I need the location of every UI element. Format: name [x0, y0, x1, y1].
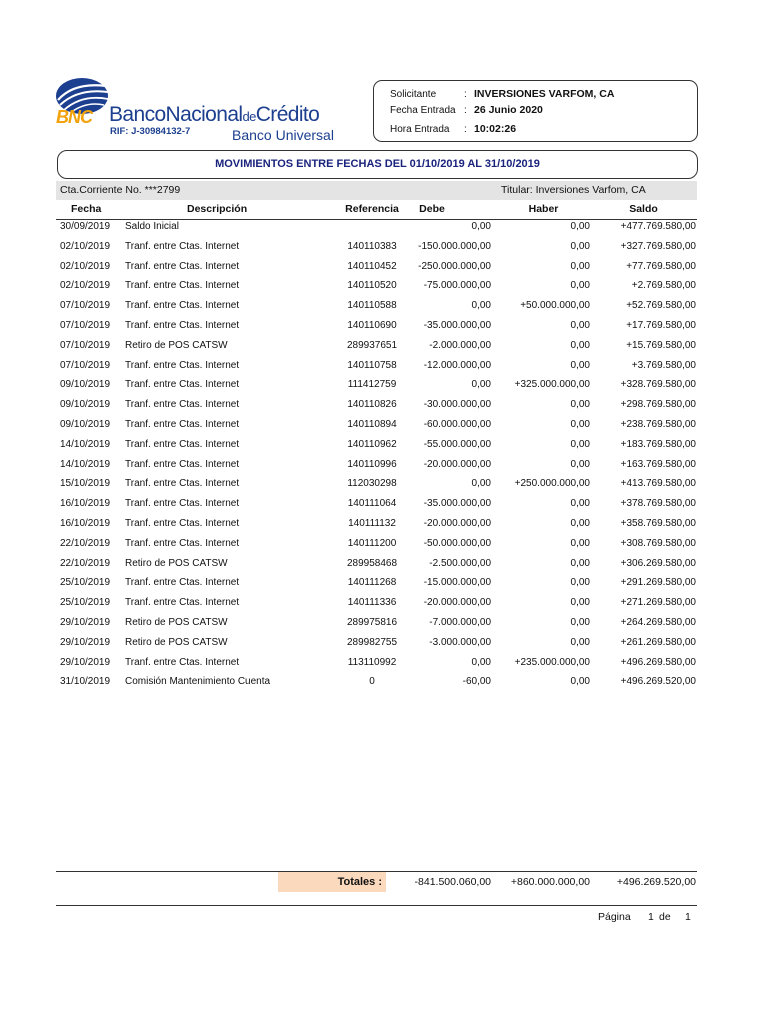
cell-referencia: 140110690 [347, 319, 397, 331]
cell-descripcion: Retiro de POS CATSW [125, 339, 228, 351]
cell-debe: -2.000.000,00 [429, 339, 491, 351]
hora-entrada-label: Hora Entrada [390, 124, 450, 135]
cell-haber: 0,00 [570, 676, 590, 688]
cell-saldo: +308.769.580,00 [620, 537, 696, 549]
header-debe: Debe [419, 203, 445, 215]
cell-descripcion: Tranf. entre Ctas. Internet [125, 498, 240, 510]
header-fecha: Fecha [71, 203, 102, 215]
cell-descripcion: Tranf. entre Ctas. Internet [125, 319, 240, 331]
cell-fecha: 07/10/2019 [60, 339, 111, 351]
cell-haber: +50.000.000,00 [520, 300, 590, 312]
total-saldo: +496.269.520,00 [616, 876, 696, 888]
cell-referencia: 140110894 [347, 418, 397, 430]
cell-debe: 0,00 [471, 300, 491, 312]
cell-referencia: 289975816 [346, 616, 398, 628]
header-haber: Haber [528, 203, 559, 215]
cell-debe: -75.000.000,00 [423, 280, 491, 292]
cell-haber: 0,00 [570, 537, 590, 549]
cell-fecha: 29/10/2019 [60, 616, 111, 628]
cell-referencia: 289982755 [346, 636, 398, 648]
cell-haber: 0,00 [570, 458, 590, 470]
cell-saldo: +477.769.580,00 [620, 221, 696, 232]
cell-haber: 0,00 [570, 616, 590, 628]
cell-haber: 0,00 [570, 418, 590, 430]
cell-debe: -7.000.000,00 [429, 616, 491, 628]
cell-haber: 0,00 [570, 399, 590, 411]
table-row [56, 635, 697, 655]
header-referencia: Referencia [345, 203, 399, 215]
cell-descripcion: Retiro de POS CATSW [125, 616, 228, 628]
cell-fecha: 29/10/2019 [60, 636, 111, 648]
cell-saldo: +77.769.580,00 [626, 260, 696, 272]
cell-debe: -20.000.000,00 [423, 597, 491, 609]
cell-saldo: +3.769.580,00 [631, 359, 696, 371]
cell-descripcion: Tranf. entre Ctas. Internet [125, 379, 240, 391]
cell-descripcion: Tranf. entre Ctas. Internet [125, 240, 240, 252]
solicitante-value: INVERSIONES VARFOM, CA [474, 88, 615, 100]
table-row [56, 556, 697, 576]
cell-fecha: 14/10/2019 [60, 438, 111, 450]
total-debe: -841.500.060,00 [414, 876, 491, 888]
cell-referencia: 140111132 [348, 517, 396, 529]
cell-referencia: 289958468 [346, 557, 398, 569]
cell-saldo: +291.269.580,00 [620, 577, 696, 589]
cell-debe: -2.500.000,00 [429, 557, 491, 569]
bank-name: BancoNacionaldeCrédito [109, 103, 320, 126]
cell-referencia: 0 [369, 676, 375, 688]
fecha-entrada-row: Fecha Entrada : 26 Junio 2020 [390, 104, 543, 116]
cell-descripcion: Tranf. entre Ctas. Internet [125, 458, 240, 470]
cell-fecha: 07/10/2019 [60, 300, 111, 312]
cell-fecha: 22/10/2019 [60, 537, 111, 549]
cell-saldo: +261.269.580,00 [620, 636, 696, 648]
totals-bottom-rule [56, 905, 697, 906]
cell-haber: 0,00 [570, 636, 590, 648]
cell-haber: +325.000.000,00 [514, 379, 590, 391]
cell-descripcion: Tranf. entre Ctas. Internet [125, 359, 240, 371]
cell-saldo: +496.269.520,00 [620, 676, 696, 688]
cell-descripcion: Tranf. entre Ctas. Internet [125, 517, 240, 529]
cell-debe: -55.000.000,00 [423, 438, 491, 450]
hora-entrada-value: 10:02:26 [474, 123, 517, 135]
table-header [56, 200, 697, 220]
cell-saldo: +378.769.580,00 [620, 498, 696, 510]
cell-saldo: +238.769.580,00 [620, 418, 696, 430]
cell-referencia: 140110383 [347, 240, 397, 252]
table-row [56, 674, 697, 694]
table-row [56, 615, 697, 635]
cell-referencia: 140110758 [347, 359, 397, 371]
cell-debe: 0,00 [471, 379, 491, 391]
cell-haber: 0,00 [570, 221, 590, 232]
cell-haber: +250.000.000,00 [514, 478, 590, 490]
cell-referencia: 113110992 [347, 656, 397, 668]
cell-descripcion: Tranf. entre Ctas. Internet [125, 537, 240, 549]
bank-subtitle: Banco Universal [232, 127, 334, 143]
cell-fecha: 25/10/2019 [60, 597, 111, 609]
cell-fecha: 07/10/2019 [60, 319, 111, 331]
cell-debe: 0,00 [471, 221, 491, 232]
fecha-entrada-value: 26 Junio 2020 [474, 104, 543, 116]
cell-descripcion: Tranf. entre Ctas. Internet [125, 280, 240, 292]
cell-debe: -20.000.000,00 [423, 458, 491, 470]
table-row [56, 278, 697, 298]
bank-rif: RIF: J-30984132-7 [110, 126, 191, 137]
cell-referencia: 140110826 [347, 399, 397, 411]
page-current: 1 [648, 911, 654, 923]
table-row [56, 397, 697, 417]
cell-fecha: 07/10/2019 [60, 359, 111, 371]
statement-title: MOVIMIENTOS ENTRE FECHAS DEL 01/10/2019 AL 31/10/2019 [57, 150, 698, 179]
cell-descripcion: Tranf. entre Ctas. Internet [125, 478, 240, 490]
table-row [56, 239, 697, 259]
table-row [56, 259, 697, 279]
cell-fecha: 31/10/2019 [60, 676, 111, 688]
page-of: de [659, 911, 671, 923]
cell-fecha: 16/10/2019 [60, 517, 111, 529]
cell-haber: 0,00 [570, 557, 590, 569]
cell-descripcion: Tranf. entre Ctas. Internet [125, 260, 240, 272]
page-total: 1 [685, 911, 691, 923]
account-number: Cta.Corriente No. ***2799 [60, 184, 181, 196]
cell-fecha: 14/10/2019 [60, 458, 111, 470]
cell-descripcion: Tranf. entre Ctas. Internet [125, 418, 240, 430]
cell-debe: -60,00 [462, 676, 491, 688]
cell-haber: 0,00 [570, 359, 590, 371]
cell-debe: 0,00 [471, 478, 491, 490]
cell-descripcion: Retiro de POS CATSW [125, 636, 228, 648]
cell-debe: -3.000.000,00 [429, 636, 491, 648]
cell-fecha: 09/10/2019 [60, 418, 111, 430]
cell-debe: -60.000.000,00 [423, 418, 491, 430]
cell-debe: -20.000.000,00 [423, 517, 491, 529]
cell-referencia: 111412759 [347, 379, 397, 391]
cell-haber: +235.000.000,00 [514, 656, 590, 668]
cell-fecha: 30/09/2019 [60, 221, 111, 232]
cell-haber: 0,00 [570, 240, 590, 252]
table-row [56, 476, 697, 496]
cell-descripcion: Comisión Mantenimiento Cuenta [125, 676, 271, 688]
cell-debe: -250.000.000,00 [418, 260, 491, 272]
cell-referencia: 140111064 [347, 498, 397, 510]
cell-referencia: 140111336 [347, 597, 397, 609]
cell-fecha: 09/10/2019 [60, 399, 111, 411]
cell-saldo: +413.769.580,00 [620, 478, 696, 490]
cell-referencia: 140110588 [347, 300, 397, 312]
cell-fecha: 16/10/2019 [60, 498, 111, 510]
cell-saldo: +52.769.580,00 [626, 300, 696, 312]
cell-fecha: 22/10/2019 [60, 557, 111, 569]
cell-fecha: 15/10/2019 [60, 478, 111, 490]
cell-debe: -15.000.000,00 [423, 577, 491, 589]
cell-referencia: 140110962 [347, 438, 397, 450]
solicitante-label: Solicitante [390, 89, 437, 100]
cell-saldo: +17.769.580,00 [626, 319, 696, 331]
cell-debe: -50.000.000,00 [423, 537, 491, 549]
cell-haber: 0,00 [570, 438, 590, 450]
table-row [56, 457, 697, 477]
cell-saldo: +298.769.580,00 [620, 399, 696, 411]
cell-saldo: +2.769.580,00 [631, 280, 696, 292]
table-row [56, 575, 697, 595]
cell-haber: 0,00 [570, 339, 590, 351]
cell-referencia: 140111200 [347, 537, 397, 549]
cell-fecha: 29/10/2019 [60, 656, 111, 668]
cell-descripcion: Retiro de POS CATSW [125, 557, 228, 569]
cell-saldo: +496.269.580,00 [620, 656, 696, 668]
hora-entrada-row: Hora Entrada : 10:02:26 [390, 123, 517, 135]
table-row [56, 417, 697, 437]
cell-descripcion: Tranf. entre Ctas. Internet [125, 300, 240, 312]
cell-referencia: 140111268 [347, 577, 397, 589]
cell-haber: 0,00 [570, 597, 590, 609]
cell-referencia: 140110452 [347, 260, 397, 272]
solicitante-row: Solicitante : INVERSIONES VARFOM, CA [390, 88, 615, 100]
table-row [56, 437, 697, 457]
bnc-letters: BNC [56, 107, 92, 127]
bank-logo [54, 70, 344, 146]
cell-referencia: 140110520 [347, 280, 397, 292]
page-label: Página [598, 911, 631, 923]
table-row [56, 219, 697, 239]
request-info-box [373, 80, 698, 142]
cell-fecha: 09/10/2019 [60, 379, 111, 391]
cell-saldo: +271.269.580,00 [620, 597, 696, 609]
cell-haber: 0,00 [570, 260, 590, 272]
table-row [56, 318, 697, 338]
cell-descripcion: Saldo Inicial [125, 221, 179, 232]
cell-haber: 0,00 [570, 498, 590, 510]
cell-saldo: +328.769.580,00 [620, 379, 696, 391]
cell-fecha: 25/10/2019 [60, 577, 111, 589]
cell-haber: 0,00 [570, 280, 590, 292]
table-row [56, 595, 697, 615]
cell-saldo: +15.769.580,00 [626, 339, 696, 351]
account-holder: Titular: Inversiones Varfom, CA [501, 184, 646, 196]
table-row [56, 496, 697, 516]
cell-referencia: 112030298 [347, 478, 397, 490]
table-row [56, 358, 697, 378]
cell-haber: 0,00 [570, 577, 590, 589]
cell-descripcion: Tranf. entre Ctas. Internet [125, 597, 240, 609]
cell-saldo: +358.769.580,00 [620, 517, 696, 529]
account-bar [56, 181, 697, 200]
cell-debe: -150.000.000,00 [418, 240, 491, 252]
cell-debe: -30.000.000,00 [423, 399, 491, 411]
header-saldo: Saldo [629, 203, 658, 215]
cell-haber: 0,00 [570, 517, 590, 529]
cell-descripcion: Tranf. entre Ctas. Internet [125, 399, 240, 411]
cell-haber: 0,00 [570, 319, 590, 331]
cell-referencia: 289937651 [346, 339, 398, 351]
cell-saldo: +264.269.580,00 [620, 616, 696, 628]
totals-label: Totales : [278, 872, 386, 892]
cell-descripcion: Tranf. entre Ctas. Internet [125, 438, 240, 450]
cell-debe: -12.000.000,00 [423, 359, 491, 371]
cell-debe: -35.000.000,00 [423, 319, 491, 331]
cell-descripcion: Tranf. entre Ctas. Internet [125, 577, 240, 589]
table-row [56, 655, 697, 675]
cell-referencia: 140110996 [347, 458, 397, 470]
table-row [56, 516, 697, 536]
transactions-table [56, 219, 697, 694]
table-row [56, 298, 697, 318]
total-haber: +860.000.000,00 [510, 876, 590, 888]
cell-fecha: 02/10/2019 [60, 240, 111, 252]
cell-descripcion: Tranf. entre Ctas. Internet [125, 656, 240, 668]
cell-fecha: 02/10/2019 [60, 260, 111, 272]
cell-fecha: 02/10/2019 [60, 280, 111, 292]
cell-saldo: +327.769.580,00 [620, 240, 696, 252]
table-row [56, 338, 697, 358]
cell-debe: 0,00 [471, 656, 491, 668]
cell-saldo: +306.269.580,00 [620, 557, 696, 569]
cell-saldo: +163.769.580,00 [620, 458, 696, 470]
table-row [56, 536, 697, 556]
table-row [56, 377, 697, 397]
header-descripcion: Descripción [187, 203, 248, 215]
cell-saldo: +183.769.580,00 [620, 438, 696, 450]
cell-debe: -35.000.000,00 [423, 498, 491, 510]
fecha-entrada-label: Fecha Entrada [390, 105, 456, 116]
